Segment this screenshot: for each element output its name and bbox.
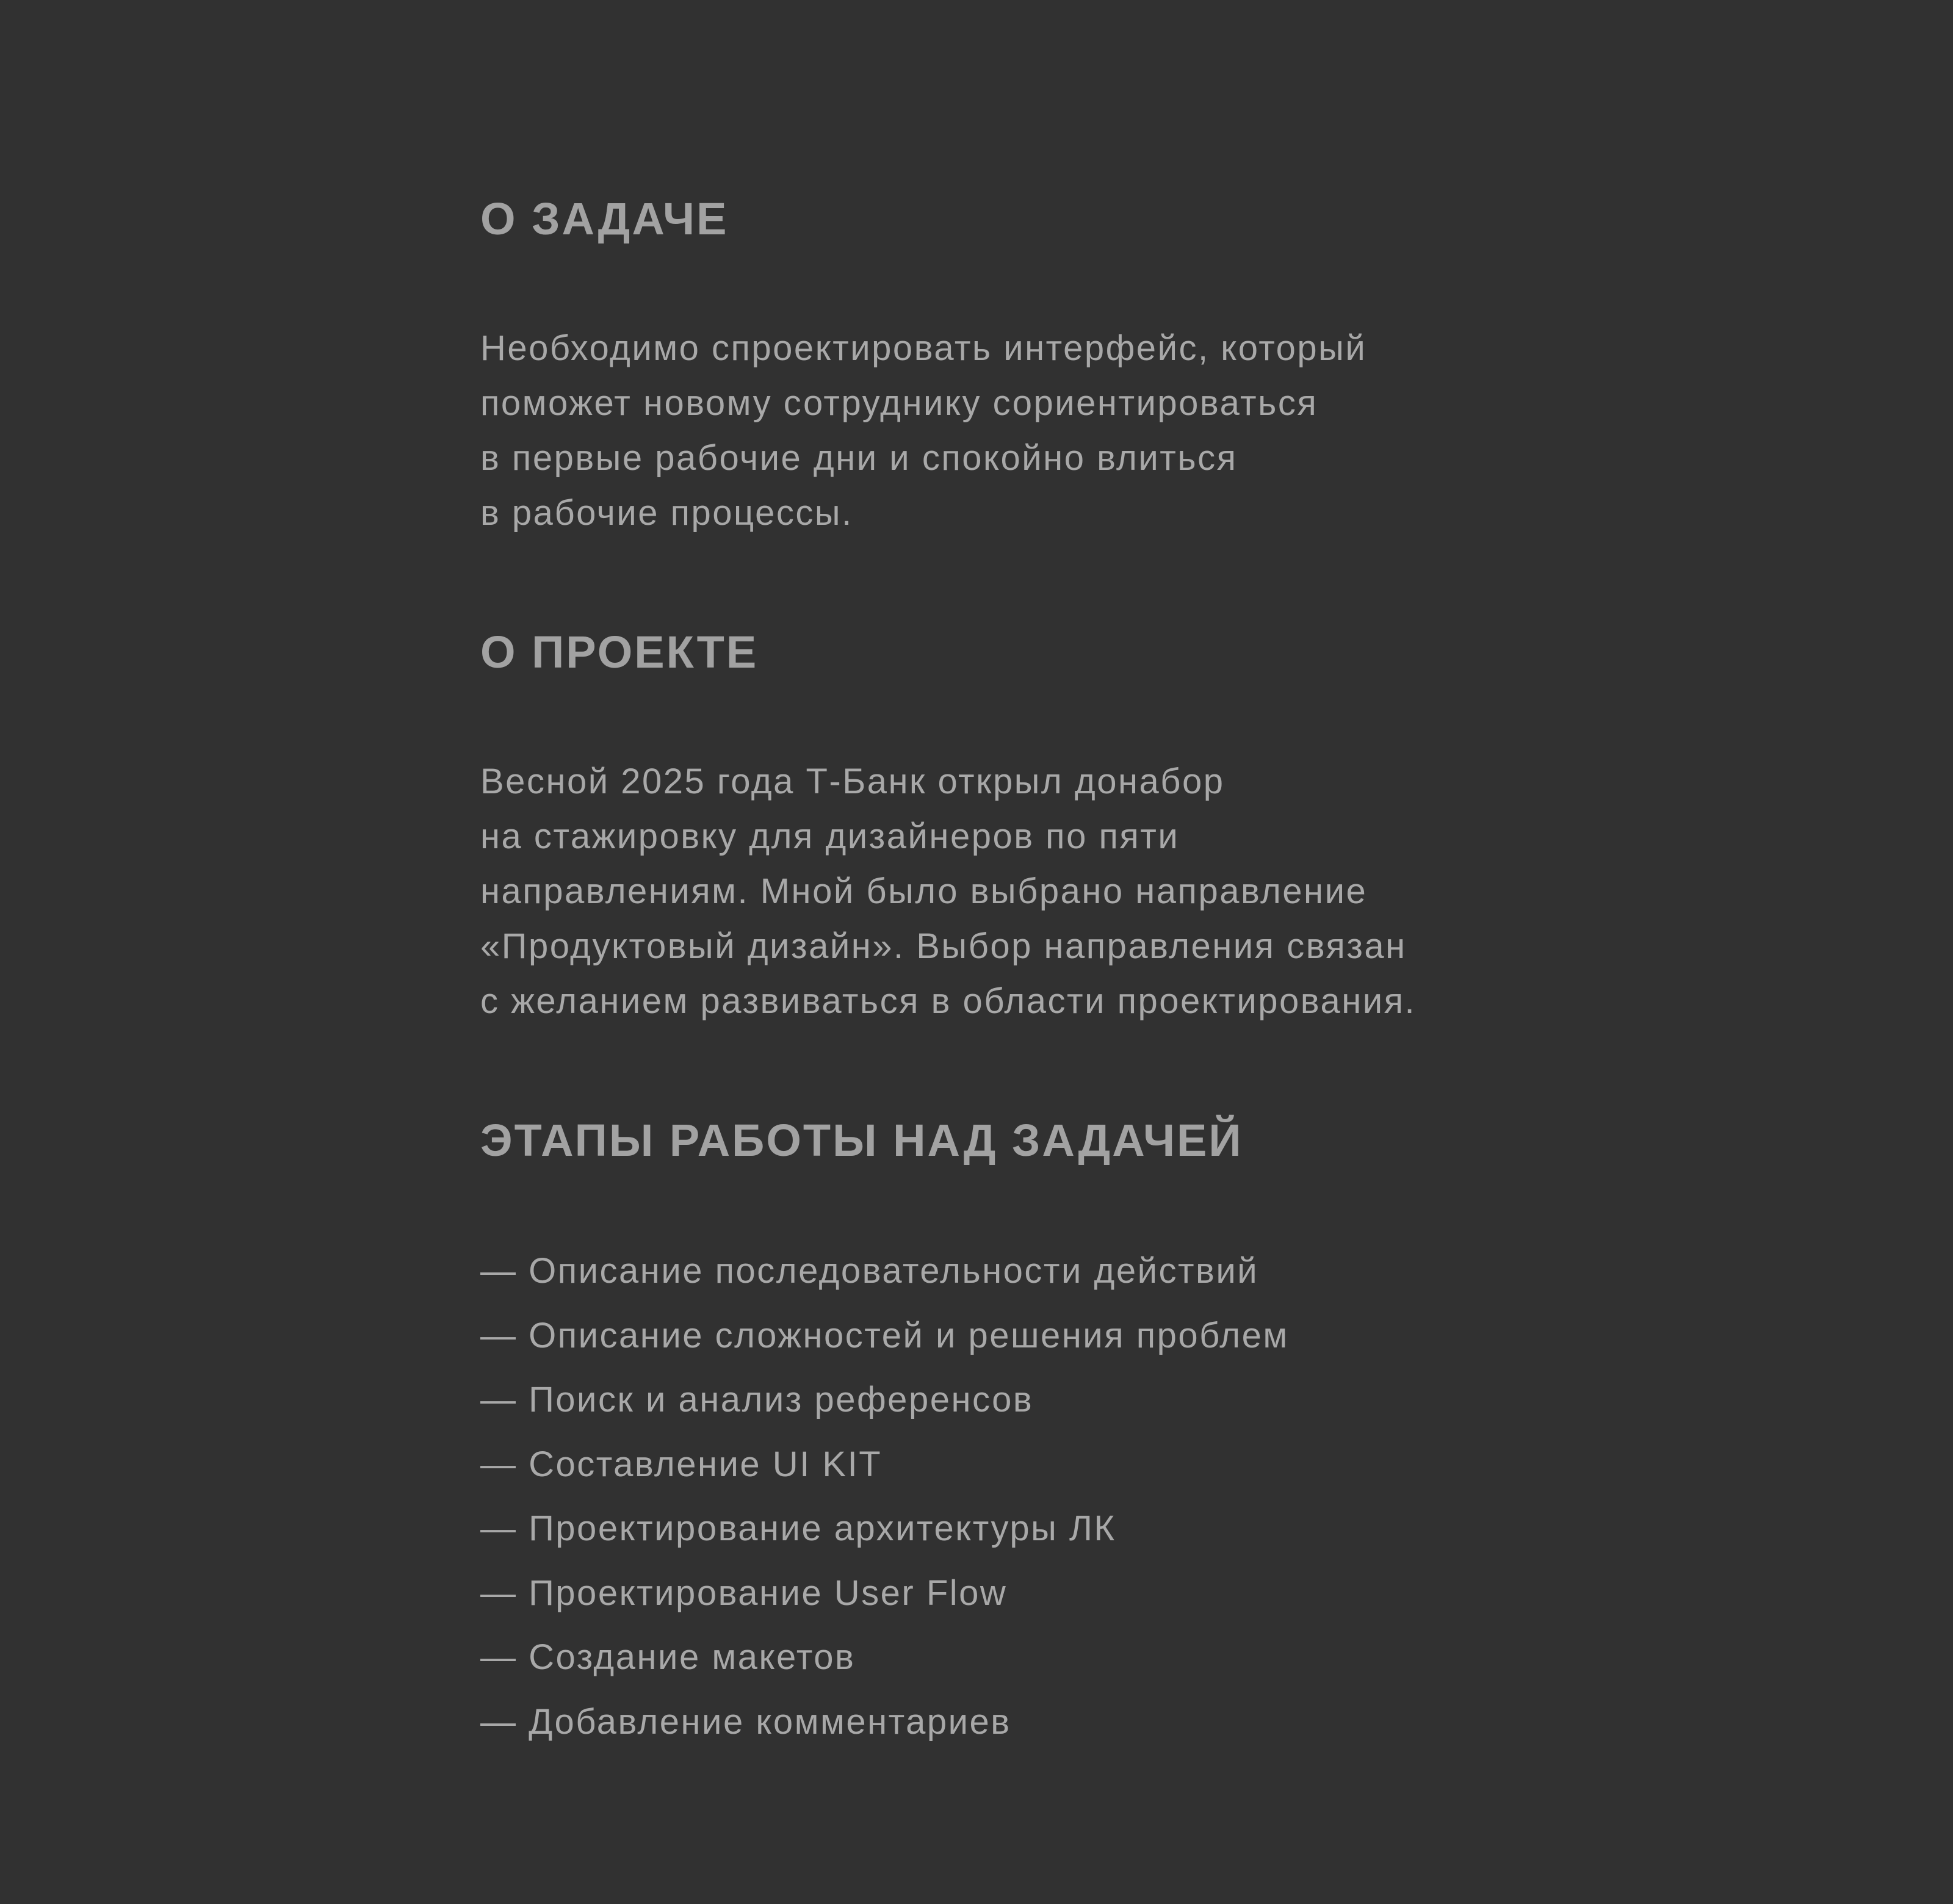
- stage-item: — Проектирование User Flow: [480, 1573, 1008, 1613]
- stage-item: — Проектирование архитектуры ЛК: [480, 1509, 1116, 1548]
- task-line: в первые рабочие дни и спокойно влиться: [480, 438, 1238, 478]
- task-description: [480, 321, 1366, 541]
- stage-item: — Поиск и анализ референсов: [480, 1380, 1034, 1419]
- stage-item: — Описание последовательности действий: [480, 1251, 1259, 1291]
- stages-list: [480, 1239, 1289, 1754]
- stage-item: — Создание макетов: [480, 1637, 856, 1677]
- stage-item: — Составление UI KIT: [480, 1444, 883, 1484]
- project-line: «Продуктовый дизайн». Выбор направления связан: [480, 926, 1407, 966]
- task-heading: О ЗАДАЧЕ: [480, 193, 729, 244]
- task-line: поможет новому сотруднику сориентироваться: [480, 383, 1318, 423]
- task-line: Необходимо спроектировать интерфейс, который: [480, 328, 1367, 368]
- stage-item: — Описание сложностей и решения проблем: [480, 1315, 1289, 1355]
- project-line: с желанием развиваться в области проектирования.: [480, 981, 1417, 1021]
- project-heading: О ПРОЕКТЕ: [480, 627, 759, 677]
- stage-item: — Добавление комментариев: [480, 1701, 1011, 1742]
- project-description: [480, 754, 1416, 1029]
- project-line: направлениям. Мной было выбрано направление: [480, 871, 1368, 911]
- project-line: Весной 2025 года Т-Банк открыл донабор: [480, 762, 1225, 801]
- task-line: в рабочие процессы.: [480, 493, 853, 533]
- project-line: на стажировку для дизайнеров по пяти: [480, 817, 1180, 856]
- stages-heading: ЭТАПЫ РАБОТЫ НАД ЗАДАЧЕЙ: [480, 1115, 1243, 1166]
